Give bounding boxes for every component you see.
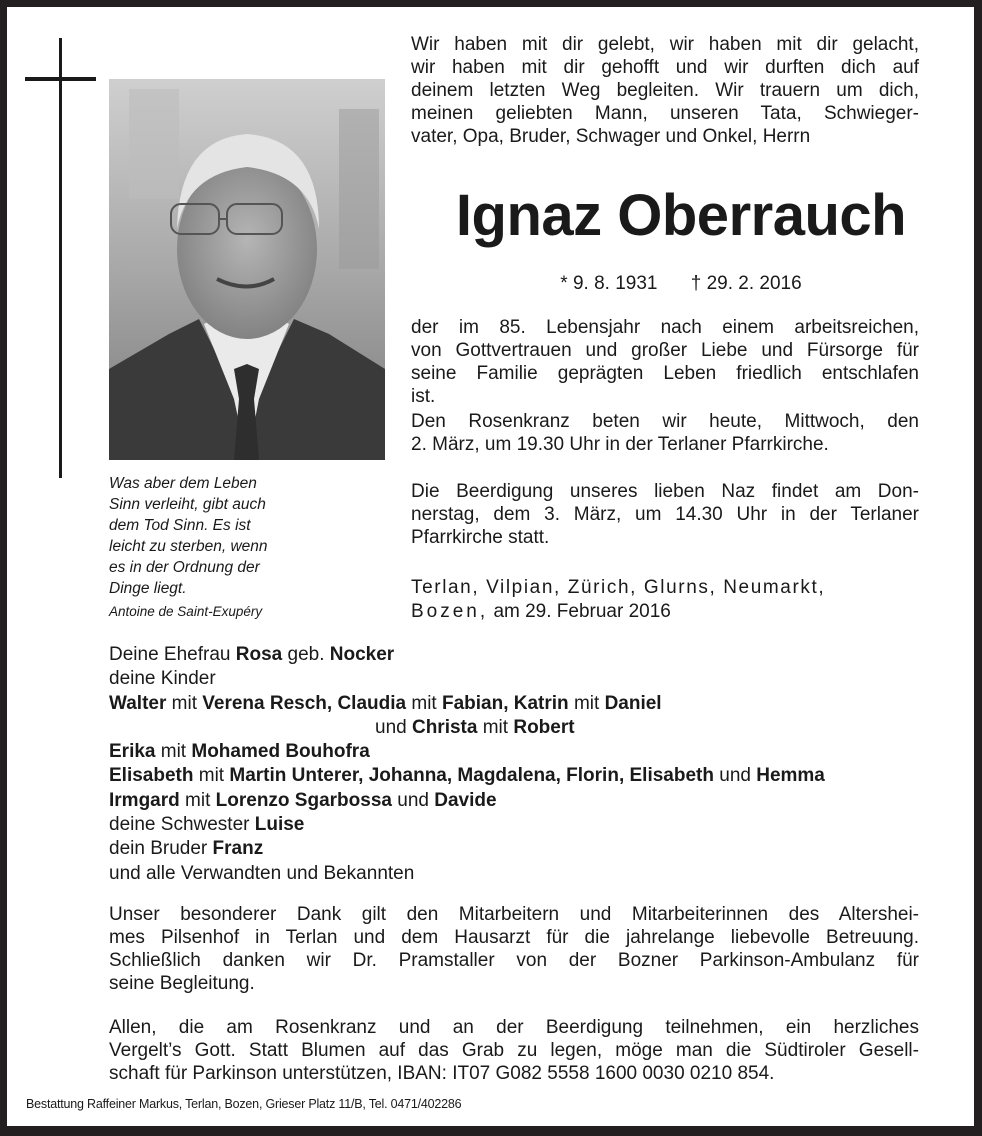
funeral-home-credit: Bestattung Raffeiner Markus, Terlan, Bozen, Grieser Platz 11/B, Tel. 0471/402286 [26, 1097, 462, 1111]
label: mit [406, 692, 442, 714]
label: dein Bruder [109, 838, 213, 860]
life-dates [411, 272, 951, 296]
death-date: † 29. 2. 2016 [690, 273, 802, 294]
mourner-name: Erika [109, 741, 156, 763]
mourner-row-sister [109, 813, 959, 837]
text-line: Vergelt’s Gott. Statt Blumen auf das Grab zu legen, möge man die Südtiroler Gesell- [109, 1040, 919, 1061]
text-line: von Gottvertrauen und großer Liebe und Fürsorge für [411, 340, 919, 361]
label: mit [155, 741, 192, 763]
birth-date: * 9. 8. 1931 [560, 273, 658, 294]
quote-line: Dinge liegt. [109, 580, 187, 597]
text-line: Die Beerdigung unseres lieben Naz findet am Don- [411, 481, 919, 502]
mourner-name: Luise [254, 814, 305, 836]
places-line: Terlan, Vilpian, Zürich, Glurns, Neumarkt, [411, 577, 826, 598]
mourner-row-others: und alle Verwandten und Bekannten [109, 862, 415, 884]
mourner-name: Robert [513, 716, 575, 738]
text-line: Unser besonderer Dank gilt den Mitarbeitern und Mitarbeiterinnen des Altershei- [109, 904, 919, 925]
text-line: deinem letzten Weg begleiten. Wir trauern um dich, [411, 80, 919, 101]
mourner-name: Verena Resch, Claudia [202, 692, 407, 714]
quote-line: Sinn verleiht, gibt auch [109, 496, 266, 513]
thanks-paragraph [109, 903, 919, 995]
life-paragraph [411, 316, 919, 408]
intro-paragraph [411, 33, 919, 148]
text-line: seine Familie geprägten Leben friedlich entschlafen [411, 363, 919, 384]
mourner-name: Rosa [235, 644, 283, 665]
mourner-row [109, 789, 959, 813]
mourner-row [109, 716, 959, 740]
text-line: wir haben mit dir gehofft und wir durften dich auf [411, 57, 919, 78]
text-line: meinen geliebten Mann, unseren Tata, Schwieger- [411, 103, 919, 124]
rosary-paragraph [411, 410, 919, 456]
label: deine Schwester [109, 814, 255, 836]
mourner-name: Fabian, Katrin [441, 692, 569, 714]
deceased-name: Ignaz Oberrauch [455, 183, 907, 248]
cross-icon-vertical [59, 38, 62, 478]
children-label: deine Kinder [109, 668, 216, 690]
place-bozen: Bozen, [411, 601, 489, 622]
mourner-name: Mohamed Bouhofra [191, 741, 370, 763]
text-line: ist. [411, 386, 436, 407]
label: mit [179, 789, 216, 811]
cross-icon-horizontal [25, 77, 96, 81]
text-line: mes Pilsenhof in Terlan und dem Hausarzt für die jahrelange liebevolle Betreuung. [109, 927, 919, 948]
text-line: nerstag, dem 3. März, um 14.30 Uhr in der Terlaner [411, 504, 919, 525]
mourner-name: Davide [434, 789, 497, 811]
place-and-date [411, 576, 931, 624]
date-line [411, 601, 671, 622]
text-line: Wir haben mit dir gelebt, wir haben mit dir gelacht, [411, 34, 919, 55]
mourner-name: Martin Unterer, Johanna, Magdalena, Florin, Elisabeth [229, 765, 714, 787]
mourners-list [109, 643, 959, 886]
text-line: seine Begleitung. [109, 973, 255, 994]
text-line: 2. März, um 19.30 Uhr in der Terlaner Pfarrkirche. [411, 434, 829, 455]
mourner-name: Christa [411, 716, 478, 738]
mourner-name: Lorenzo Sgarbossa [215, 789, 392, 811]
mourner-name: Hemma [756, 765, 825, 787]
quote-line: dem Tod Sinn. Es ist [109, 517, 251, 534]
label: und [375, 716, 412, 738]
text-line: der im 85. Lebensjahr nach einem arbeitsreichen, [411, 317, 919, 338]
label: mit [193, 765, 230, 787]
label: geb. [282, 644, 330, 665]
donation-paragraph [109, 1016, 919, 1085]
text-line: Pfarrkirche statt. [411, 527, 550, 548]
mourner-row-wife [109, 643, 959, 667]
mourner-row [109, 740, 959, 764]
portrait-photo [109, 79, 385, 460]
mourner-name: Elisabeth [109, 765, 194, 787]
label: Deine Ehefrau [109, 644, 236, 665]
mourner-name: Irmgard [109, 789, 180, 811]
mourner-row [109, 692, 959, 716]
text-line: Den Rosenkranz beten wir heute, Mittwoch, den [411, 411, 919, 432]
mourner-name: Nocker [329, 644, 395, 665]
quote-line: Was aber dem Leben [109, 475, 257, 492]
text-line: schaft für Parkinson unterstützen, IBAN: IT07 G082 5558 1600 0030 0210 854. [109, 1063, 775, 1084]
text-line: Schließlich danken wir Dr. Pramstaller von der Bozner Parkinson-Ambulanz für [109, 950, 919, 971]
text-line: Allen, die am Rosenkranz und an der Beerdigung teilnehmen, ein herzliches [109, 1017, 919, 1038]
quote-author: Antoine de Saint-Exupéry [109, 604, 263, 619]
label: mit [477, 716, 514, 738]
quote-line: leicht zu sterben, wenn [109, 538, 268, 555]
text-line: vater, Opa, Bruder, Schwager und Onkel, Herrn [411, 126, 811, 147]
quote-block [109, 473, 409, 622]
mourner-row-brother [109, 837, 959, 861]
mourner-name: Daniel [604, 692, 662, 714]
label: und [391, 789, 435, 811]
quote-line: es in der Ordnung der [109, 559, 260, 576]
mourner-row [109, 764, 959, 788]
notice-date: am 29. Februar 2016 [493, 601, 671, 622]
label: mit [568, 692, 605, 714]
label: mit [166, 692, 203, 714]
label: und [713, 765, 757, 787]
funeral-paragraph [411, 480, 919, 549]
mourner-name: Franz [212, 838, 264, 860]
mourner-name: Walter [109, 692, 167, 714]
portrait-image [109, 79, 385, 460]
